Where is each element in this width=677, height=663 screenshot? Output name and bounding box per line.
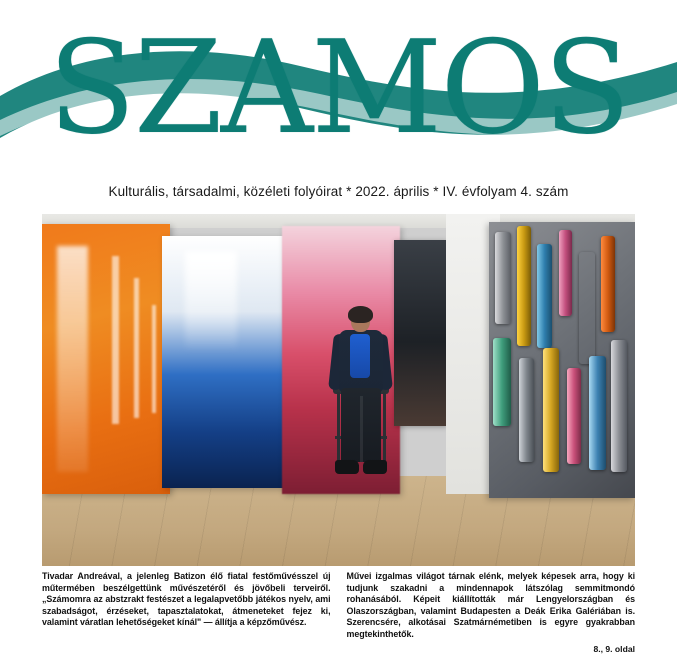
masthead-wave-graphic [0,0,677,182]
artwork-orange [42,224,170,494]
artwork-blue [162,236,292,488]
cover-teaser-block [42,571,635,654]
page-reference: 8., 9. oldal [593,643,635,654]
publication-subtitle: Kulturális, társadalmi, közéleti folyóirat * 2022. április * IV. évfolyam 4. szám [108,184,569,199]
teaser-left: Tivadar Andreával, a jelenleg Batizon élő fiatal festőművésszel új műtermében beszélgettünk művészetéről és jövőbeli terveiről. „Számomra az abstzrakt festészet a legalapvetőbb játékos nyelv, ami szabadságot, érzéseket, tapasztalatokat, átmeneteket fejez ki, valamint váratlan lehetőségeket kínál" — állítja a képzőművész. [42,571,331,628]
cover-photo-scene [42,214,635,566]
artist-figure [321,310,399,506]
artwork-metal-tubes [489,222,635,498]
cover-photo [42,214,635,566]
masthead [0,0,677,182]
teaser-right: Művei izgalmas világot tárnak elénk, melyek képesek arra, hogy ki tudjunk szakadni a mindennapok látszólag semmitmondó rohanásából. Képeit kiállították már Lengyelországban és Olaszországban, valamint Budapesten a Deák Erika Galériában is. Szerencsére, alkotásai Szatmárnémetiben is egyre gyakrabban megtekinthetők. [346,571,635,639]
artwork-dark [394,240,446,426]
publication-title: SZAMOS [48,14,629,163]
